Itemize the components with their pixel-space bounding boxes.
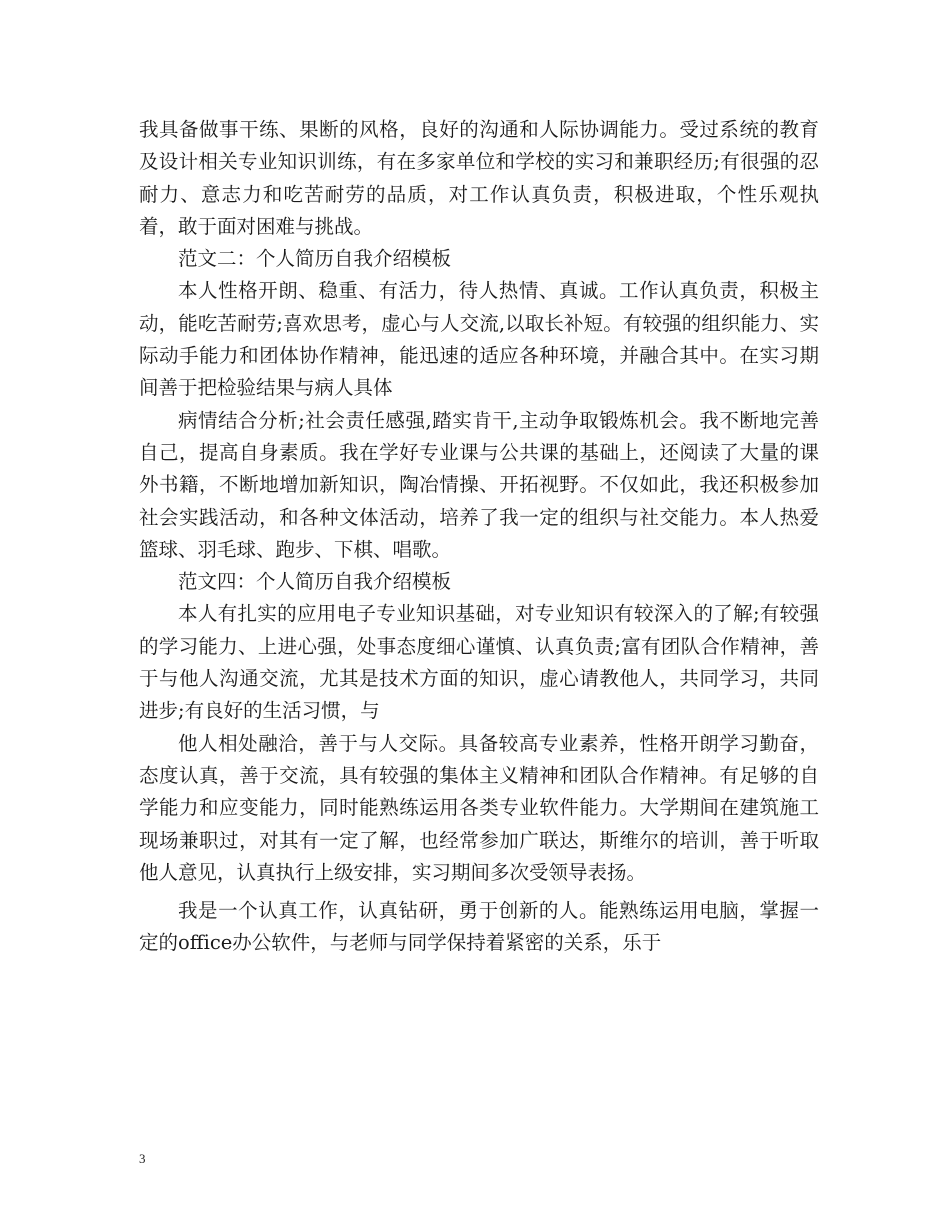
- document-body: [139, 114, 819, 960]
- paragraph-closing: 我是一个认真工作，认真钻研，勇于创新的人。能熟练运用电脑，掌握一定的office办公软件，与老师与同学保持着紧密的关系，乐于: [139, 899, 819, 955]
- paragraph-sample-two-part-two: 病情结合分析;社会责任感强,踏实肯干,主动争取锻炼机会。我不断地完善自己，提高自身素质。我在学好专业课与公共课的基础上，还阅读了大量的课外书籍，不断地增加新知识，陶冶情操、开拓视野。不仅如此，我还积极参加社会实践活动，和各种文体活动，培养了我一定的组织与社交能力。本人热爱篮球、羽毛球、跑步、下棋、唱歌。: [139, 408, 819, 561]
- section-heading-sample-four: 范文四：个人简历自我介绍模板: [178, 570, 452, 594]
- page-number: 3: [139, 1151, 146, 1166]
- paragraph-intro: 我具备做事干练、果断的风格，良好的沟通和人际协调能力。受过系统的教育及设计相关专业知识训练，有在多家单位和学校的实习和兼职经历;有很强的忍耐力、意志力和吃苦耐劳的品质，对工作认真负责，积极进取，个性乐观执着，敢于面对困难与挑战。: [139, 118, 819, 238]
- section-heading-sample-two: 范文二：个人简历自我介绍模板: [178, 247, 452, 271]
- paragraph-sample-two-part-one: 本人性格开朗、稳重、有活力，待人热情、真诚。工作认真负责，积极主动，能吃苦耐劳;喜欢思考，虚心与人交流,以取长补短。有较强的组织能力、实际动手能力和团体协作精神，能迅速的适应各种环境，并融合其中。在实习期间善于把检验结果与病人具体: [139, 279, 819, 400]
- paragraph-sample-four-part-one: 本人有扎实的应用电子专业知识基础，对专业知识有较深入的了解;有较强的学习能力、上进心强，处事态度细心谨慎、认真负责;富有团队合作精神，善于与他人沟通交流，尤其是技术方面的知识，虚心请教他人，共同学习，共同进步;有良好的生活习惯，与: [139, 602, 819, 723]
- paragraph-sample-four-part-two: 他人相处融洽，善于与人交际。具备较高专业素养，性格开朗学习勤奋，态度认真，善于交流，具有较强的集体主义精神和团队合作精神。有足够的自学能力和应变能力，同时能熟练运用各类专业软件能力。大学期间在建筑施工现场兼职过，对其有一定了解，也经常参加广联达，斯维尔的培训，善于听取他人意见，认真执行上级安排，实习期间多次受领导表扬。: [139, 731, 819, 884]
